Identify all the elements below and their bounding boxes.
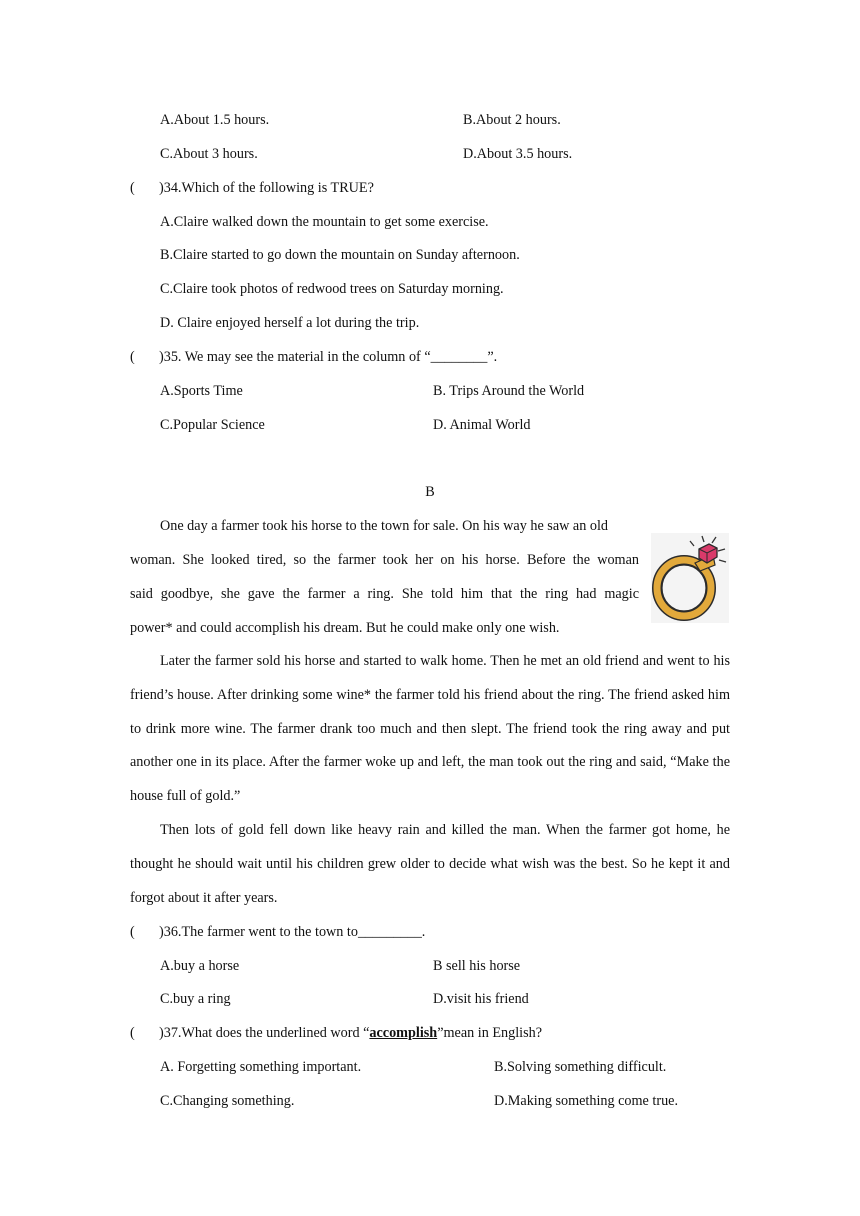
q36-paren: ( <box>130 924 135 940</box>
passage-para1-line3: said goodbye, she gave the farmer a ring. She told him that the ring had magic <box>130 586 639 602</box>
q35-paren: ( <box>130 349 135 365</box>
q35-option-d: D. Animal World <box>433 417 531 433</box>
q37-paren: ( <box>130 1025 135 1041</box>
q34-option-b: B.Claire started to go down the mountain on Sunday afternoon. <box>160 247 520 263</box>
passage-para1-line2: woman. She looked tired, so the farmer took her on his horse. Before the woman <box>130 552 639 568</box>
q34-paren: ( <box>130 180 135 196</box>
q34-option-c: C.Claire took photos of redwood trees on Saturday morning. <box>160 281 504 297</box>
underlined-word: accomplish <box>369 1025 438 1041</box>
passage-para3-text: Then lots of gold fell down like heavy rain and killed the man. When the farmer got home, he thought he should wait until his children grew older to decide what wish was the best. So he kept it and forgot about it after years. <box>130 822 730 906</box>
q36-option-a: A.buy a horse <box>160 958 240 974</box>
q35-stem: )35. We may see the material in the column of “________”. <box>159 349 498 365</box>
q33-option-d: D.About 3.5 hours. <box>463 146 573 162</box>
q34-option-a: A.Claire walked down the mountain to get some exercise. <box>160 214 489 230</box>
ring-image <box>651 533 729 623</box>
q36-option-c: C.buy a ring <box>160 991 231 1007</box>
q35-option-c: C.Popular Science <box>160 417 265 433</box>
q37-option-a: A. Forgetting something important. <box>160 1059 362 1075</box>
passage-para1-line1: One day a farmer took his horse to the town for sale. On his way he saw an old <box>160 518 608 534</box>
q33-option-c: C.About 3 hours. <box>160 146 258 162</box>
q36-option-b: B sell his horse <box>433 958 521 974</box>
q37-option-b: B.Solving something difficult. <box>494 1059 667 1075</box>
q34-stem: )34.Which of the following is TRUE? <box>159 180 374 196</box>
q37-option-d: D.Making something come true. <box>494 1093 679 1109</box>
q37-stem-after: ”mean in English? <box>437 1025 542 1041</box>
q37-stem <box>159 1025 542 1042</box>
q36-stem: )36.The farmer went to the town to_________. <box>159 924 426 940</box>
q35-option-b: B. Trips Around the World <box>433 383 585 399</box>
section-heading: B <box>425 484 435 500</box>
q35-option-a: A.Sports Time <box>160 383 243 399</box>
passage-para1-line4: power* and could accomplish his dream. But he could make only one wish. <box>130 620 560 636</box>
q36-option-d: D.visit his friend <box>433 991 529 1007</box>
q34-option-d: D. Claire enjoyed herself a lot during the trip. <box>160 315 420 331</box>
passage-para2-text: Later the farmer sold his horse and started to walk home. Then he met an old friend and went to his friend’s house. After drinking some wine* the farmer told his friend about the ring. The friend asked him to drink more wine. The farmer drank too much and then slept. The friend took the ring away and put another one in its place. After the farmer woke up and left, the man took out the ring and said, “Make the house full of gold.” <box>130 653 730 805</box>
ring-icon <box>651 533 729 623</box>
q37-stem-before: )37.What does the underlined word “ <box>159 1025 370 1041</box>
q33-option-b: B.About 2 hours. <box>463 112 561 128</box>
passage-para2 <box>130 645 730 814</box>
q37-option-c: C.Changing something. <box>160 1093 295 1109</box>
q33-option-a: A.About 1.5 hours. <box>160 112 270 128</box>
passage-para3 <box>130 814 730 915</box>
